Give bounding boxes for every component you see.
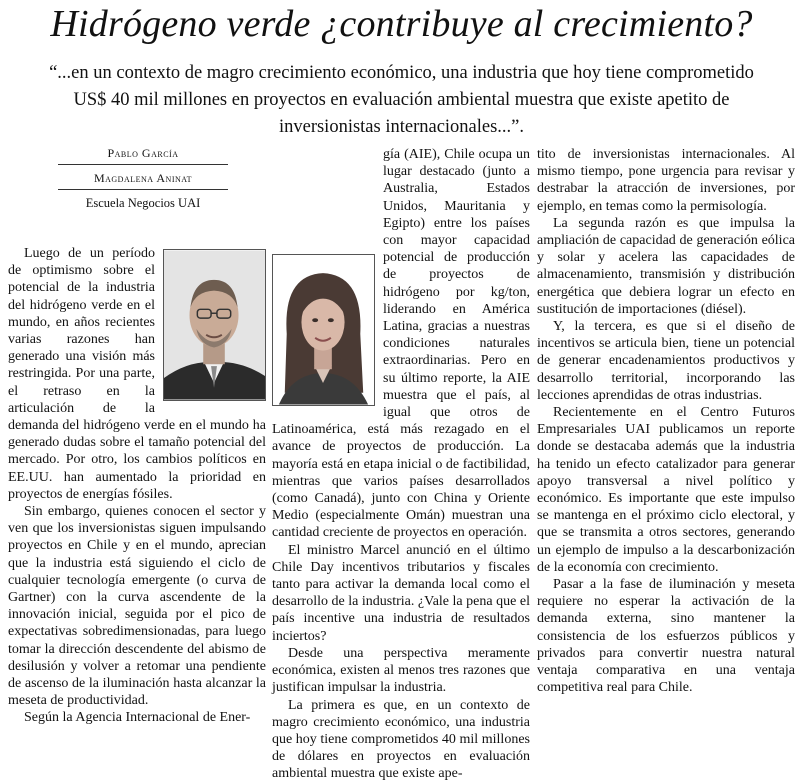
paragraph: Luego de un período de optimismo sobre el potencial de la industria del hidrógeno verde en el mundo, en años recientes varias razones han generado una visión más restringida. Por una parte, el retraso en la articulación de la demanda del hidrógeno verde en el mundo ha generado dudas sobre el tamaño potencial del mercado. Por otro, los cambios políticos en EE.UU. han aumentado la prioridad en proyectos de energías fósiles. [8, 246, 266, 502]
paragraph: tito de inversionistas internacionales. Al mismo tiempo, pone urgencia para revisar y destrabar la atracción de inversiones, por ejemplo, en temas como la permisología. [537, 147, 795, 214]
paragraph: El ministro Marcel anunció en el último Chile Day incentivos tributarios y fiscales tanto para activar la demanda local como el desarrollo de la industria. ¿Vale la pena que el país incentive una industria de resultados inciertos? [272, 542, 530, 644]
author-name-1: Pablo García [58, 146, 228, 165]
byline [58, 146, 228, 211]
article-column-3 [537, 146, 795, 697]
article-column-1 [8, 146, 266, 727]
woman-portrait-image [273, 255, 374, 405]
paragraph: Recientemente en el Centro Futuros Empresariales UAI publicamos un reporte donde se destacaba además que la industria ha tenido un efecto catalizador para generar apoyo transversal a nivel político y económico. Es importante que este impulso se mantenga en el próximo ciclo electoral, y que se transmita a otros sectores, generando un ejemplo de impulso a la descarbonización de la economía con crecimiento. [537, 405, 795, 575]
paragraph: Pasar a la fase de iluminación y meseta requiere no esperar la activación de la demanda externa, sino mantener la consistencia de los esfuerzos públicos y privados para convertir nuestra natural ventaja comparativa en una ventaja competitiva real para Chile. [537, 577, 795, 696]
paragraph: Sin embargo, quienes conocen el sector y ven que los inversionistas siguen impulsando proyectos en Chile y en el mundo, aprecian que la industria está siguiendo el ciclo de cualquier tecnología emergente (o curva de Gartner) con la curva ascendente de la innovación inicial, seguida por el pico de expectativas sobredimensionadas, para luego tomar la dirección descendente del abismo de desilusión y volver a retomar una pendiente de ascenso de la iluminación hasta alcanzar la meseta de productividad. [8, 504, 266, 709]
paragraph: Desde una perspectiva meramente económica, existen al menos tres razones que justifican impulsar la industria. [272, 645, 530, 696]
man-portrait-image [164, 250, 265, 400]
author-name-2: Magdalena Aninat [58, 171, 228, 190]
paragraph: La primera es que, en un contexto de magro crecimiento económico, una industria que hoy tiene comprometidos 40 mil millones de dólares en proyectos en evaluación ambiental muestra que existe ape- [272, 697, 530, 782]
paragraph: La segunda razón es que impulsa la ampliación de capacidad de generación eólica y solar y acelera las capacidades de almacenamiento, transmisión y distribución energética que debiera lograr un efecto en sustitución de importaciones (diésel). [537, 215, 795, 317]
pull-quote: “...en un contexto de magro crecimiento económico, una industria que hoy tiene comprometido US$ 40 mil millones en proyectos en evaluación ambiental muestra que existe apetito de inversionistas internacionales...”. [49, 63, 754, 137]
author-photo-woman [272, 254, 375, 406]
paragraph: Y, la tercera, es que si el diseño de incentivos se articula bien, tiene un potencial de generar encadenamientos productivos y desarrollo territorial, incorporando las lecciones aprendidas de otras industrias. [537, 319, 795, 403]
paragraph: Según la Agencia Internacional de Ener- [24, 710, 251, 726]
author-photo-man [163, 249, 266, 401]
article-column-2 [272, 146, 530, 783]
paragraph: gía (AIE), Chile ocupa un lugar destacado (junto a Australia, Estados Unidos, Mauritania y Egipto) entre los países con mayor capacidad potencial de producción de proyectos de hidrógeno por kg/ton, liderando en América Latina, gracias a nuestras condiciones naturales extraordinarias. Pero en su último reporte, la AIE muestra que el país, al igual que otros de Latinoamérica, está más rezagado en el avance de proyectos de producción. La mayoría está en etapa inicial o de factibilidad, mientras que varios países desarrollados (como Canadá), junto con China y Oriente Medio (especialmente Omán) muestran una cantidad creciente de proyectos en operación. [272, 147, 530, 541]
article-headline: Hidrógeno verde ¿contribuye al crecimiento? [50, 3, 753, 45]
author-institution: Escuela Negocios UAI [85, 196, 201, 210]
